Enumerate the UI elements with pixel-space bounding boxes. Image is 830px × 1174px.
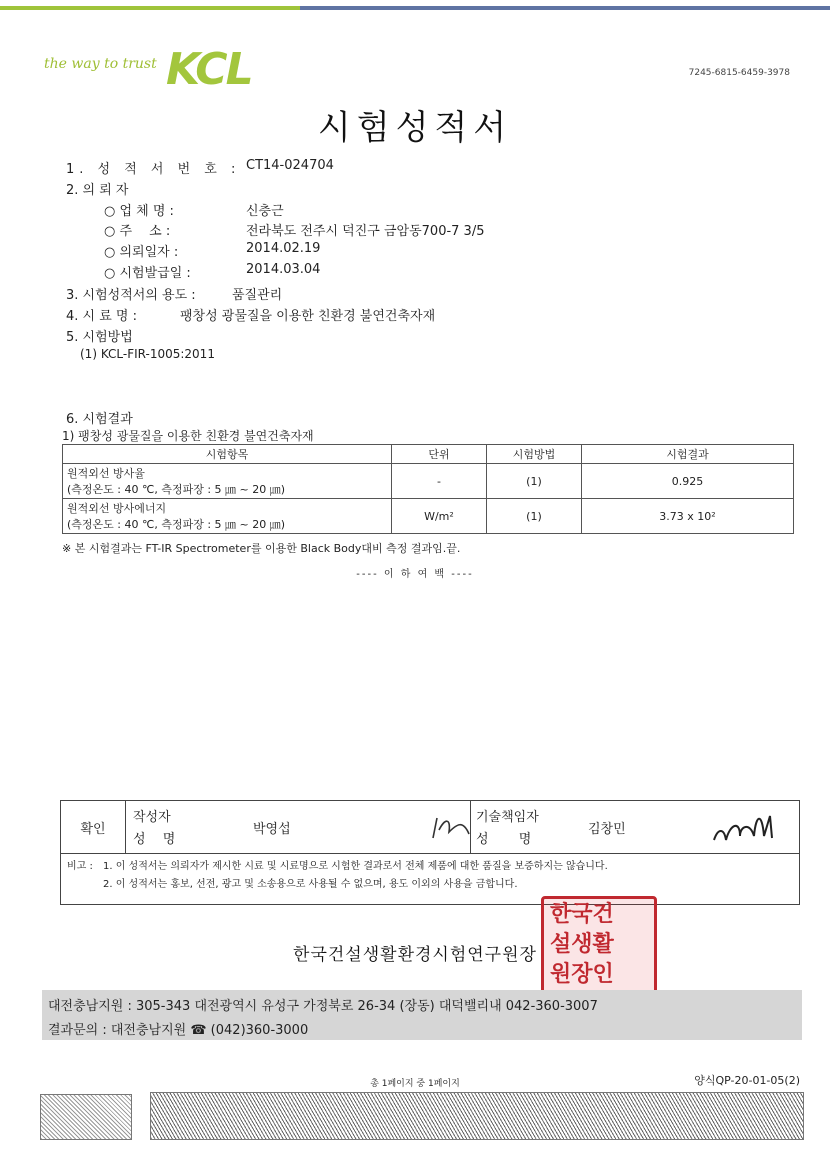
client-heading: 2. 의 뢰 자	[66, 183, 129, 198]
document-code: 7245-6815-6459-3978	[688, 68, 790, 78]
item-name: 원적외선 방사에너지	[67, 502, 167, 515]
request-date-label: ○ 의뢰일자 :	[104, 245, 179, 260]
sample-row	[66, 305, 766, 323]
table-cell-item	[63, 499, 392, 534]
report-number-row	[66, 158, 766, 176]
table-cell-result: 0.925	[581, 464, 793, 499]
table-header-row	[63, 445, 794, 464]
remark-line-2: 2. 이 성적서는 홍보, 선전, 광고 및 소송용으로 사용될 수 없으며, 용도 이외의 사용을 금합니다.	[103, 879, 518, 890]
address-value: 전라북도 전주시 덕진구 금암동700-7 3/5	[246, 224, 485, 239]
results-subheading: 1) 팽창성 광물질을 이용한 친환경 불연건축자재	[62, 429, 314, 443]
method-heading: 5. 시험방법	[66, 330, 133, 345]
author-signature	[427, 810, 477, 844]
company-row	[104, 200, 804, 218]
page-title: 시험성적서	[317, 108, 513, 148]
author-cell	[126, 801, 379, 854]
author-name-label: 성 명	[133, 832, 176, 847]
issue-date-row	[104, 262, 804, 280]
results-heading: 6. 시험결과	[66, 412, 133, 427]
security-barcode-pattern	[150, 1092, 804, 1140]
address-row	[104, 220, 804, 238]
institute-name: 한국건설생활환경시험연구원장	[293, 945, 537, 965]
table-header: 단위	[391, 445, 486, 464]
table-cell-item	[63, 464, 392, 499]
report-number-value: CT14-024704	[246, 158, 334, 173]
remark-row	[61, 854, 800, 905]
purpose-label: 3. 시험성적서의 용도 :	[66, 288, 196, 303]
table-header: 시험결과	[581, 445, 793, 464]
header-blue-bar	[300, 6, 830, 10]
issue-date-value: 2014.03.04	[246, 262, 321, 277]
result-note: ※ 본 시험결과는 FT-IR Spectrometer를 이용한 Black Body대비 측정 결과임.끝.	[62, 542, 461, 555]
item-condition: (측정온도 : 40 ℃, 측정파장 : 5 ㎛ ~ 20 ㎛)	[67, 518, 286, 531]
table-row	[63, 499, 794, 534]
remark-line-1: 1. 이 성적서는 의뢰자가 제시한 시료 및 시료명으로 시험한 결과로서 전체 제품에 대한 품질을 보증하지는 않습니다.	[103, 861, 608, 872]
security-pattern-small	[40, 1094, 132, 1140]
form-number: 양식QP-20-01-05(2)	[694, 1074, 800, 1087]
purpose-value: 품질관리	[232, 288, 283, 303]
address-label: ○ 주 소 :	[104, 224, 171, 239]
tech-manager-cell	[471, 801, 800, 854]
remark-cell	[61, 854, 800, 905]
request-date-value: 2014.02.19	[246, 241, 321, 256]
item-condition: (측정온도 : 40 ℃, 측정파장 : 5 ㎛ ~ 20 ㎛)	[67, 483, 286, 496]
table-cell-method: (1)	[486, 499, 581, 534]
company-value: 신충근	[246, 204, 284, 219]
table-cell-result: 3.73 x 10²	[581, 499, 793, 534]
method-item: (1) KCL-FIR-1005:2011	[80, 347, 215, 361]
header-green-bar	[0, 6, 300, 10]
table-cell-unit: W/m²	[391, 499, 486, 534]
author-name: 박영섭	[253, 822, 291, 837]
tech-manager-label: 기술책임자	[476, 810, 539, 825]
remark-label: 비고 :	[67, 861, 93, 872]
kcl-logo: KCL	[166, 44, 252, 95]
tech-manager-signature	[710, 806, 790, 848]
item-name: 원적외선 방사율	[67, 467, 145, 480]
official-seal: 한국건 설생활 원장인	[541, 896, 657, 998]
table-cell-unit: -	[391, 464, 486, 499]
branch-address: 대전충남지원 : 305-343 대전광역시 유성구 가정북로 26-34 (장동) 대덕밸리내 042-360-3007	[48, 999, 598, 1014]
purpose-row	[66, 284, 766, 302]
signature-table	[60, 800, 800, 905]
page-count: 총 1페이지 중 1페이지	[370, 1079, 460, 1089]
table-header: 시험항목	[63, 445, 392, 464]
table-header: 시험방법	[486, 445, 581, 464]
contact-line: 결과문의 : 대전충남지원 ☎ (042)360-3000	[48, 1023, 309, 1038]
sample-value: 팽창성 광물질을 이용한 친환경 불연건축자재	[180, 309, 436, 324]
tech-manager-name-label: 성 명	[476, 832, 532, 847]
tech-manager-name: 김창민	[588, 822, 626, 837]
tagline: the way to trust	[44, 56, 157, 72]
blank-marker: ---- 이 하 여 백 ----	[356, 569, 474, 580]
report-number-label: 1. 성 적 서 번 호 :	[66, 162, 241, 177]
author-label: 작성자	[133, 810, 171, 825]
confirm-label: 확인	[61, 801, 126, 854]
table-row	[63, 464, 794, 499]
results-table	[62, 444, 794, 534]
issue-date-label: ○ 시험발급일 :	[104, 266, 191, 281]
request-date-row	[104, 241, 804, 259]
sample-label: 4. 시 료 명 :	[66, 309, 137, 324]
table-cell-method: (1)	[486, 464, 581, 499]
signature-row	[61, 801, 800, 854]
company-label: ○ 업 체 명 :	[104, 204, 174, 219]
